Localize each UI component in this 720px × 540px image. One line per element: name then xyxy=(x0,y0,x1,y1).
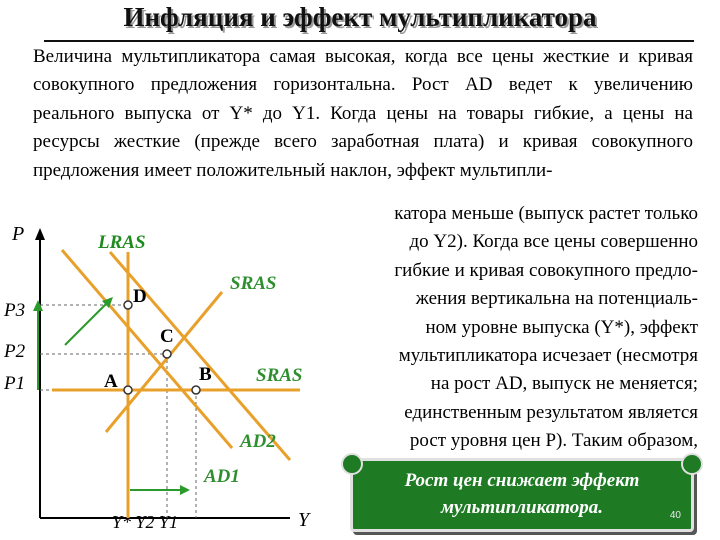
ad1-curve xyxy=(62,250,232,448)
ad-shift-arrow xyxy=(65,302,108,345)
point-c xyxy=(163,350,171,358)
callout-text xyxy=(353,467,691,521)
point-d xyxy=(124,301,132,309)
text-line: на рост AD, выпуск не меняется; xyxy=(430,373,698,395)
ad1-label: AD1 xyxy=(204,466,240,487)
output-labels: Y* Y2 Y1 xyxy=(112,512,179,532)
point-b xyxy=(192,386,200,394)
point-a-label: A xyxy=(104,371,118,392)
text-line: жения вертикальна на потенциаль- xyxy=(415,288,698,310)
text-line: ном уровне выпуска (Y*), эффект xyxy=(425,316,698,338)
paragraph-text: Величина мультипликатора самая высокая, когда все цены жесткие и кривая совокупного предложения горизонтальна. Рост AD ведет к увеличению реального выпуска от Y* до Y1. Когда цены на товары гибкие, а цены на ресурсы жесткие (прежде всего заработная плата) и кривая совокупного предложения имеет положительный наклон, эффект мультипли- xyxy=(33,46,693,181)
x-axis-label: Y xyxy=(298,509,310,531)
text-line: катора меньше (выпуск растет только xyxy=(394,203,698,224)
text-line: единственным результатом является xyxy=(404,401,698,423)
text-line: рост уровня цен P). Таким образом, xyxy=(409,430,698,452)
price-label-p1: P1 xyxy=(4,373,26,394)
ad2-label: AD2 xyxy=(240,431,276,452)
y-axis-arrow-icon xyxy=(35,228,45,240)
text-line: мультипликатора исчезает (несмотря xyxy=(398,345,698,367)
slide-title: Инфляция и эффект мультипликатора xyxy=(123,2,597,32)
callout-line-1: Рост цен снижает эффект xyxy=(404,470,640,491)
text-line: до Y2). Когда все цены совершенно xyxy=(409,231,698,253)
output-rise-arrow-icon xyxy=(180,485,190,495)
price-label-p2: P2 xyxy=(4,341,26,362)
y-axis-label: P xyxy=(12,223,25,245)
point-c-label: C xyxy=(160,326,174,347)
slide-number: 40 xyxy=(669,510,681,521)
sras-upper-label: SRAS xyxy=(230,273,277,294)
point-b-label: B xyxy=(199,364,212,385)
conclusion-callout xyxy=(350,458,694,532)
callout-line-2: мультипликатора. xyxy=(440,497,604,518)
text-line: гибкие и кривая совокупного предло- xyxy=(394,259,698,281)
point-d-label: D xyxy=(133,286,147,307)
point-a xyxy=(124,386,132,394)
price-label-p3: P3 xyxy=(4,300,26,321)
sras-lower-label: SRAS xyxy=(256,365,303,386)
lras-label: LRAS xyxy=(98,232,146,253)
